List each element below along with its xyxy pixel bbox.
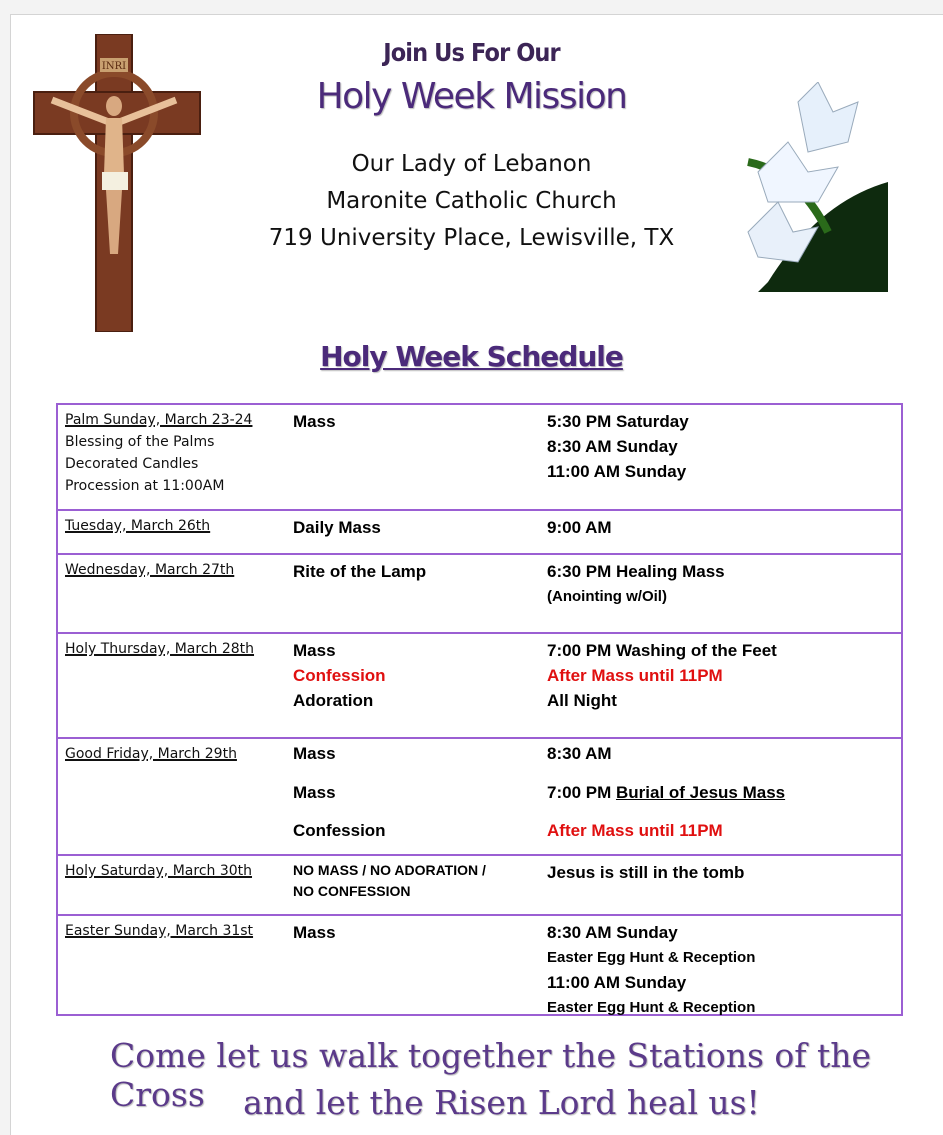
event: Mass	[293, 744, 336, 763]
church-name-line1: Our Lady of Lebanon	[351, 151, 592, 177]
table-row	[58, 553, 901, 632]
table-row	[58, 737, 901, 854]
church-address: 719 University Place, Lewisville, TX	[268, 225, 675, 251]
day-label: Holy Saturday, March 30th	[65, 863, 253, 879]
time: 11:00 AM Sunday	[547, 973, 687, 992]
table-row	[58, 914, 901, 1016]
event-note: Burial of Jesus Mass	[615, 782, 786, 802]
day-label: Tuesday, March 26th	[65, 518, 211, 534]
time-note: (Anointing w/Oil)	[547, 588, 667, 605]
table-row	[58, 509, 901, 553]
note: Decorated Candles	[65, 456, 199, 472]
intro-heading: Join Us For Our	[383, 38, 560, 67]
table-row	[58, 632, 901, 737]
time: 7:00 PM Washing of the Feet	[547, 641, 777, 660]
event: Confession	[293, 666, 386, 685]
note: Blessing of the Palms	[65, 434, 215, 450]
day-label: Easter Sunday, March 31st	[65, 923, 254, 939]
event: Mass	[293, 782, 336, 802]
table-row	[58, 854, 901, 914]
schedule-table	[56, 403, 903, 1016]
event: NO CONFESSION	[293, 883, 411, 899]
table-row	[58, 405, 901, 509]
event: NO MASS / NO ADORATION /	[293, 862, 486, 878]
time: All Night	[547, 691, 617, 710]
time: 8:30 AM Sunday	[547, 437, 678, 456]
time: After Mass until 11PM	[547, 821, 723, 840]
church-name-line2: Maronite Catholic Church	[326, 188, 617, 214]
footer-line1: Come let us walk together the Stations of the Cross	[110, 1036, 872, 1114]
day-label: Good Friday, March 29th	[65, 746, 237, 762]
event: Confession	[293, 821, 386, 840]
time: 9:00 AM	[547, 518, 612, 537]
event: Daily Mass	[293, 518, 381, 537]
event: Mass	[293, 923, 336, 942]
time-note: Easter Egg Hunt & Reception	[547, 999, 756, 1016]
footer-line2: and let the Risen Lord heal us!	[243, 1083, 760, 1122]
schedule-title: Holy Week Schedule	[320, 340, 623, 373]
note: Procession at 11:00AM	[65, 478, 225, 494]
svg-text:INRI: INRI	[101, 61, 127, 72]
event: Mass	[293, 641, 336, 660]
event: Rite of the Lamp	[293, 562, 427, 581]
event: Adoration	[293, 691, 374, 710]
time: 6:30 PM Healing Mass	[547, 562, 725, 581]
mission-title: Holy Week Mission	[316, 76, 627, 117]
time: After Mass until 11PM	[547, 666, 723, 685]
time: 8:30 AM	[547, 744, 612, 763]
day-label: Holy Thursday, March 28th	[65, 641, 255, 657]
time: 8:30 AM Sunday	[547, 923, 678, 942]
time: Jesus is still in the tomb	[547, 863, 745, 882]
time: 11:00 AM Sunday	[547, 462, 687, 481]
day-label: Wednesday, March 27th	[65, 562, 235, 578]
time-note: Easter Egg Hunt & Reception	[547, 949, 756, 966]
time: 5:30 PM Saturday	[547, 412, 689, 431]
event: Mass	[293, 412, 336, 431]
day-label: Palm Sunday, March 23-24	[65, 412, 253, 428]
time: 7:00 PM	[547, 782, 612, 802]
